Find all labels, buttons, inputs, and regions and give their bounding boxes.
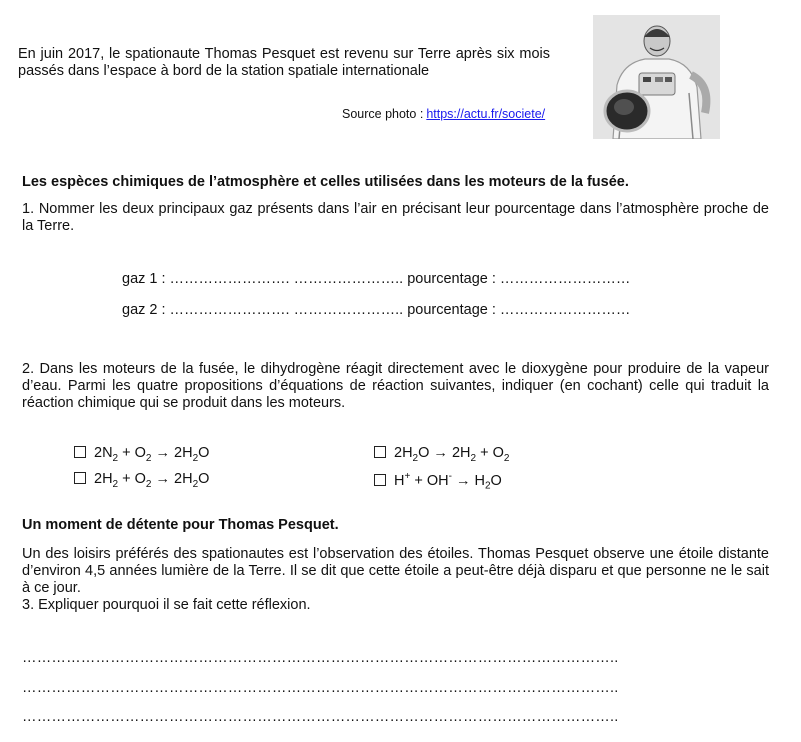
equation-option-1[interactable]: $2N_2 + O_2 \to 2H_2O$ bbox=[74, 445, 209, 464]
astronaut-photo bbox=[593, 15, 720, 139]
source-label: Source photo : bbox=[342, 107, 424, 121]
photo-source bbox=[342, 107, 545, 121]
question-2: 2. Dans les moteurs de la fusée, le dihydrogène réagit directement avec le dioxygène pour produire de la vapeur d’eau. Parmi les quatre propositions d’équations de réaction suivantes, indiquer (en cochant) celle qui traduit la réaction chimique qui se produit dans les moteurs. bbox=[22, 361, 769, 411]
intro-text: En juin 2017, le spationaute Thomas Pesquet est revenu sur Terre après six mois passés dans l’espace à bord de la station spatiale internationale bbox=[18, 46, 550, 79]
observation-paragraph: Un des loisirs préférés des spationautes est l’observation des étoiles. Thomas Pesquet observe une étoile distante d’environ 4,5 années lumière de la Terre. Il se dit que cette étoile a peut-être déjà disparu et que personne ne le sait à ce jour. bbox=[22, 546, 769, 596]
gas2-answer-line: gaz 2 : ……………………. ………………….. pourcentage : ……………………… bbox=[122, 302, 631, 318]
section1-title: Les espèces chimiques de l’atmosphère et celles utilisées dans les moteurs de la fusée. bbox=[22, 174, 629, 190]
question-1: 1. Nommer les deux principaux gaz présents dans l’air en précisant leur pourcentage dans l’atmosphère proche de la Terre. bbox=[22, 201, 769, 234]
source-link[interactable]: https://actu.fr/societe/ bbox=[426, 107, 546, 121]
checkbox[interactable] bbox=[74, 446, 86, 458]
answer-line-3[interactable]: ………………………………………………………………………………………………………….. bbox=[22, 709, 619, 725]
checkbox[interactable] bbox=[374, 446, 386, 458]
equation-option-4[interactable]: $H^+ + OH^- \to H_2O$ bbox=[374, 471, 502, 492]
answer-line-1[interactable]: ………………………………………………………………………………………………………….. bbox=[22, 650, 619, 666]
question-3: 3. Expliquer pourquoi il se fait cette réflexion. bbox=[22, 597, 311, 613]
gas1-answer-line: gaz 1 : ……………………. ………………….. pourcentage : ……………………… bbox=[122, 271, 631, 287]
answer-line-2[interactable]: ………………………………………………………………………………………………………….. bbox=[22, 680, 619, 696]
section2-text bbox=[22, 546, 769, 614]
checkbox[interactable] bbox=[374, 474, 386, 486]
equation-option-3[interactable]: $2H_2 + O_2 \to 2H_2O$ bbox=[74, 471, 209, 490]
section2-title: Un moment de détente pour Thomas Pesquet. bbox=[22, 517, 339, 533]
equation-option-2[interactable]: $2H_2O \to 2H_2 + O_2$ bbox=[374, 445, 509, 464]
checkbox[interactable] bbox=[74, 472, 86, 484]
